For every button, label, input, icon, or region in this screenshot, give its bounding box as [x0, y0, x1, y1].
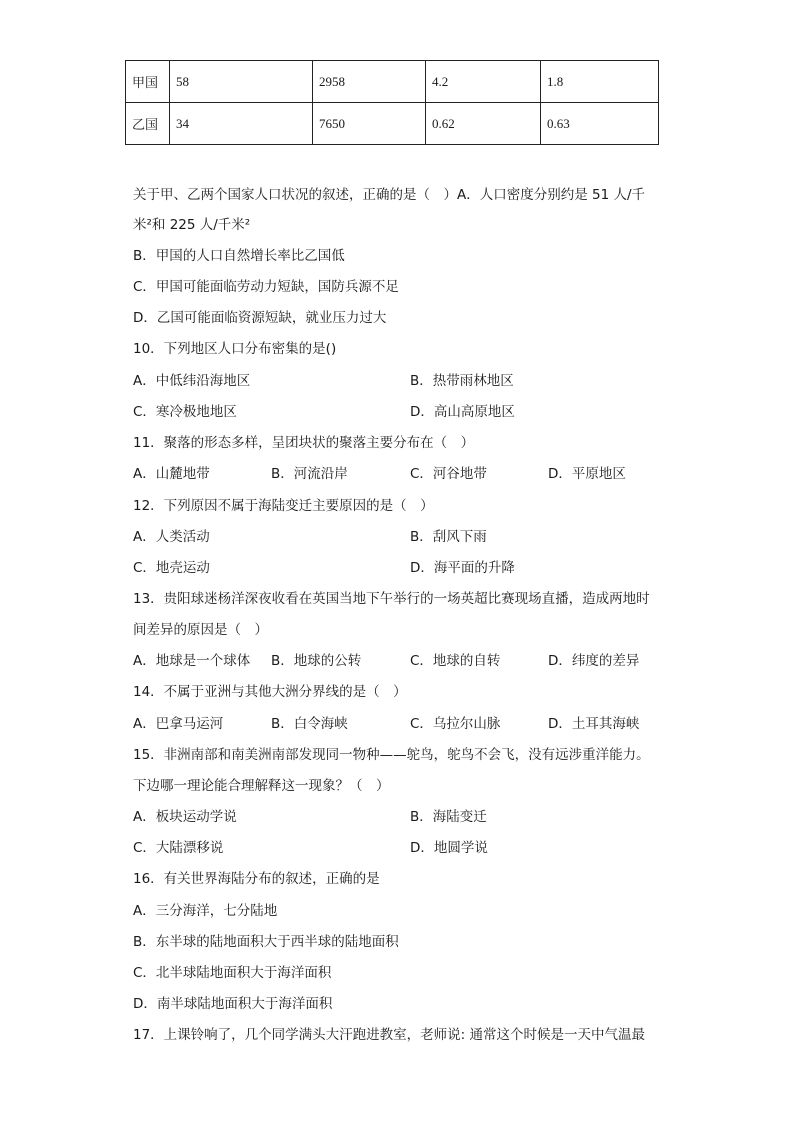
- question-10-option-b: B．热带雨林地区: [410, 373, 514, 389]
- question-10-option-c: C．寒冷极地地区: [133, 404, 237, 420]
- question-15-option-b: B．海陆变迁: [410, 809, 487, 825]
- question-10-options-row2: [133, 403, 515, 421]
- question-14-option-a: A．巴拿马运河: [133, 716, 224, 732]
- question-15-stem: 15．非洲南部和南美洲南部发现同一物种——鸵鸟，鸵鸟不会飞，没有远涉重洋能力。: [133, 747, 650, 763]
- question-16-option-c: C．北半球陆地面积大于海洋面积: [133, 965, 332, 981]
- question-11-stem: 11．聚落的形态多样，呈团块状的聚落主要分布在（ ）: [133, 435, 475, 451]
- question-9-stem: 关于甲、乙两个国家人口状况的叙述，正确的是（ ）A．人口密度分别约是 51 人/千: [133, 187, 646, 203]
- table-cell: 乙国: [126, 103, 170, 145]
- question-9-stem-cont: 米²和 225 人/千米²: [133, 217, 251, 233]
- question-12-option-d: D．海平面的升降: [410, 560, 515, 576]
- question-11-options: [133, 465, 626, 483]
- question-11-option-b: B．河流沿岸: [271, 466, 348, 482]
- question-13-option-a: A．地球是一个球体: [133, 653, 251, 669]
- question-12-stem: 12．下列原因不属于海陆变迁主要原因的是（ ）: [133, 498, 434, 514]
- question-16-option-d: D．南半球陆地面积大于海洋面积: [133, 996, 333, 1012]
- question-10-option-d: D．高山高原地区: [410, 404, 515, 420]
- table-cell: 0.62: [426, 103, 541, 145]
- question-14-stem: 14．不属于亚洲与其他大洲分界线的是（ ）: [133, 684, 407, 700]
- table-cell: 1.8: [541, 61, 659, 103]
- question-15-stem-cont: 下边哪一理论能合理解释这一现象？（ ）: [133, 778, 390, 794]
- question-14-option-d: D．土耳其海峡: [548, 716, 640, 732]
- question-9-option-b: B．甲国的人口自然增长率比乙国低: [133, 248, 345, 264]
- question-13-stem-cont: 间差异的原因是（ ）: [133, 622, 268, 638]
- question-12-options-row1: [133, 528, 487, 546]
- question-15-options-row2: [133, 839, 488, 857]
- question-13-stem: 13．贵阳球迷杨洋深夜收看在英国当地下午举行的一场英超比赛现场直播，造成两地时: [133, 591, 650, 607]
- question-14-option-c: C．乌拉尔山脉: [410, 716, 501, 732]
- question-13-option-c: C．地球的自转: [410, 653, 501, 669]
- question-10-options-row1: [133, 372, 514, 390]
- population-table: [125, 60, 659, 145]
- question-11-option-a: A．山麓地带: [133, 466, 210, 482]
- question-14-options: [133, 715, 640, 733]
- table-cell: 0.63: [541, 103, 659, 145]
- question-12-options-row2: [133, 559, 515, 577]
- question-13-options: [133, 652, 640, 670]
- question-16-stem: 16．有关世界海陆分布的叙述，正确的是: [133, 871, 380, 887]
- question-17-stem: 17．上课铃响了，几个同学满头大汗跑进教室，老师说: 通常这个时候是一天中气温最: [133, 1027, 646, 1043]
- question-15-options-row1: [133, 808, 487, 826]
- question-16-option-a: A．三分海洋，七分陆地: [133, 903, 278, 919]
- question-9-option-c: C．甲国可能面临劳动力短缺，国防兵源不足: [133, 279, 399, 295]
- table-cell: 2958: [313, 61, 426, 103]
- question-10-stem: 10．下列地区人口分布密集的是(): [133, 341, 337, 357]
- question-15-option-c: C．大陆漂移说: [133, 840, 224, 856]
- question-13-option-d: D．纬度的差异: [548, 653, 640, 669]
- question-10-option-a: A．中低纬沿海地区: [133, 373, 251, 389]
- question-14-option-b: B．白令海峡: [271, 716, 348, 732]
- question-15-option-d: D．地圆学说: [410, 840, 488, 856]
- question-12-option-b: B．刮风下雨: [410, 529, 487, 545]
- question-16-option-b: B．东半球的陆地面积大于西半球的陆地面积: [133, 934, 399, 950]
- question-15-option-a: A．板块运动学说: [133, 809, 237, 825]
- table-cell: 甲国: [126, 61, 170, 103]
- table-row: [126, 103, 659, 145]
- question-12-option-c: C．地壳运动: [133, 560, 210, 576]
- question-11-option-d: D．平原地区: [548, 466, 626, 482]
- table-cell: 34: [170, 103, 313, 145]
- question-13-option-b: B．地球的公转: [271, 653, 362, 669]
- table-row: [126, 61, 659, 103]
- table-cell: 4.2: [426, 61, 541, 103]
- question-11-option-c: C．河谷地带: [410, 466, 487, 482]
- question-12-option-a: A．人类活动: [133, 529, 210, 545]
- table-cell: 7650: [313, 103, 426, 145]
- question-9-option-d: D．乙国可能面临资源短缺，就业压力过大: [133, 310, 387, 326]
- table-cell: 58: [170, 61, 313, 103]
